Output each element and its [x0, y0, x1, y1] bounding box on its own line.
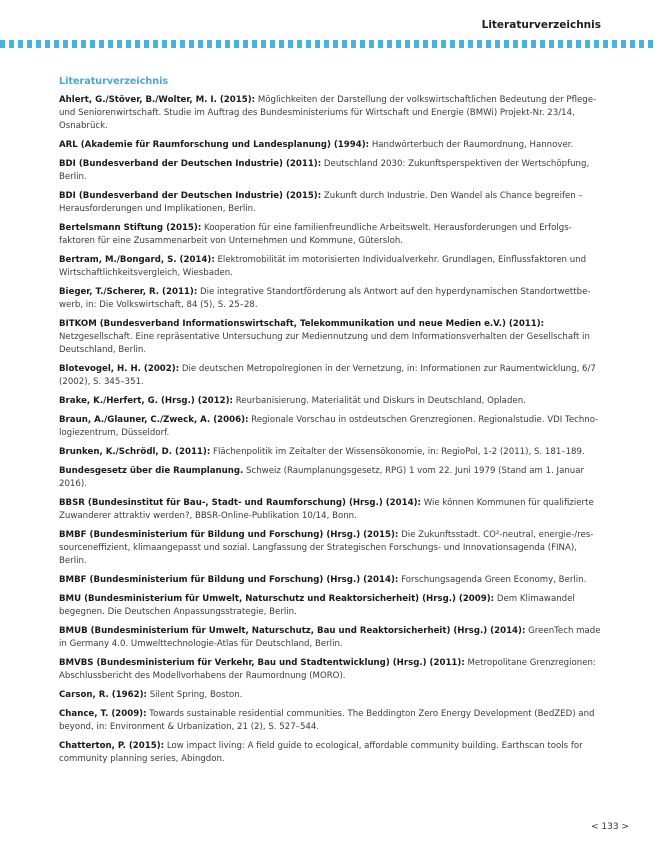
reference-author: Blotevogel, H. H. (2002):: [59, 364, 180, 374]
reference-author: Brake, K./Herfert, G. (Hrsg.) (2012):: [59, 396, 233, 406]
reference-author: ARL (Akademie für Raumforschung und Landesplanung) (1994):: [59, 140, 370, 150]
reference-author: Carson, R. (1962):: [59, 690, 147, 700]
reference-author: BMU (Bundesministerium für Umwelt, Naturschutz und Reaktorsicherheit) (Hrsg.) (2009):: [59, 594, 495, 604]
reference-text: Deutschland 2030: Zukunftsperspektiven der Wertschöpfung, Berlin.: [59, 159, 590, 182]
reference-author: Bieger, T./Scherer, R. (2011):: [59, 287, 198, 297]
reference-entry: [59, 222, 603, 248]
reference-entry: [59, 254, 603, 280]
reference-author: BDI (Bundesverband der Deutschen Industrie) (2011):: [59, 159, 322, 169]
reference-entry: [59, 740, 603, 766]
reference-entry: [59, 529, 603, 568]
reference-text: Handwörterbuch der Raumordnung, Hannover.: [369, 140, 574, 150]
page-number: < 133 >: [591, 822, 629, 832]
reference-text: Flächenpolitik im Zeitalter der Wissensökonomie, in: RegioPol, 1-2 (2011), S. 181–189.: [210, 447, 585, 457]
reference-list: [59, 94, 603, 766]
reference-entry: [59, 414, 603, 440]
reference-text: Dem Klimawandel begegnen. Die Deutschen Anpassungsstrategie, Berlin.: [59, 594, 575, 617]
reference-text: Elektromobilität im motorisierten Individualverkehr. Grundlagen, Einflussfaktoren und Wirtschaftlichkeitsvergleich, Wiesbaden.: [59, 255, 587, 278]
reference-entry: [59, 94, 603, 133]
running-header-title: Literaturverzeichnis: [481, 19, 601, 31]
reference-text: GreenTech made in Germany 4.0. Umwelttechnologie-Atlas für Deutschland, Berlin.: [59, 626, 601, 649]
reference-text: Towards sustainable residential communities. The Beddington Zero Energy Development (BedZED) and beyond, in: Environment & Urbanization, 21 (2), S. 527–544.: [59, 709, 595, 732]
reference-text: Silent Spring, Boston.: [146, 690, 243, 700]
reference-entry: [59, 689, 603, 702]
reference-entry: [59, 708, 603, 734]
reference-entry: [59, 593, 603, 619]
reference-text: Zukunft durch Industrie. Den Wandel als Chance begreifen – Herausforderungen und Implikationen, Berlin.: [59, 191, 583, 214]
reference-author: BBSR (Bundesinstitut für Bau-, Stadt- und Raumforschung) (Hrsg.) (2014):: [59, 498, 421, 508]
header-dashed-rule: [0, 40, 657, 48]
section-title: Literaturverzeichnis: [59, 76, 169, 87]
reference-text: Die integrative Standortförderung als Antwort auf den hyperdynamischen Standortwettbe-werb, in: Die Volkswirtschaft, 84 (5), S. 25–28.: [59, 287, 591, 310]
reference-entry: [59, 318, 603, 357]
reference-text: Regionale Vorschau in ostdeutschen Grenzregionen. Regionalstudie. VDI Techno-logiezentrum, Düsseldorf.: [59, 415, 599, 438]
reference-entry: [59, 158, 603, 184]
reference-author: Ahlert, G./Stöver, B./Wolter, M. I. (2015):: [59, 95, 256, 105]
reference-entry: [59, 574, 603, 587]
reference-text: Netzgesellschaft. Eine repräsentative Untersuchung zur Mediennutzung und dem Informationsverhalten der Gesellschaft in Deutschland, Berlin.: [59, 332, 590, 355]
reference-author: BDI (Bundesverband der Deutschen Industrie) (2015):: [59, 191, 322, 201]
reference-text: Wie können Kommunen für qualifizierte Zuwanderer attraktiv werden?, BBSR-Online-Publikation 10/14, Bonn.: [59, 498, 594, 521]
reference-author: Bertram, M./Bongard, S. (2014):: [59, 255, 215, 265]
reference-author: Bundesgesetz über die Raumplanung.: [59, 466, 244, 476]
reference-entry: [59, 497, 603, 523]
reference-entry: [59, 657, 603, 683]
reference-entry: [59, 446, 603, 459]
reference-text: Die Zukunftsstadt. CO²-neutral, energie-/res-sourceneffizient, klimaangepasst und sozial. Langfassung der Strategischen Forschungs- und Innovationsagenda (FINA), Berlin.: [59, 530, 594, 566]
reference-text: Reurbanisierung. Materialität und Diskurs in Deutschland, Opladen.: [232, 396, 526, 406]
reference-entry: [59, 625, 603, 651]
reference-text: Metropolitane Grenzregionen: Abschlussbericht des Modellvorhabens der Raumordnung (MORO).: [59, 658, 596, 681]
reference-entry: [59, 190, 603, 216]
reference-author: BMUB (Bundesministerium für Umwelt, Naturschutz, Bau und Reaktorsicherheit) (Hrsg.) (2014):: [59, 626, 526, 636]
reference-entry: [59, 395, 603, 408]
reference-text: Kooperation für eine familienfreundliche Arbeitswelt. Herausforderungen und Erfolgs-faktoren für eine Zusammenarbeit von Unternehmen und Kommune, Gütersloh.: [59, 223, 572, 246]
reference-author: Chance, T. (2009):: [59, 709, 147, 719]
reference-author: Chatterton, P. (2015):: [59, 741, 165, 751]
reference-entry: [59, 139, 603, 152]
reference-author: Bertelsmann Stiftung (2015):: [59, 223, 202, 233]
reference-entry: [59, 465, 603, 491]
reference-entry: [59, 363, 603, 389]
reference-author: BMBF (Bundesministerium für Bildung und Forschung) (Hrsg.) (2015):: [59, 530, 399, 540]
reference-text: Möglichkeiten der Darstellung der volkswirtschaftlichen Bedeutung der Pflege- und Seniorenwirtschaft. Studie im Auftrag des Bundesministeriums für Wirtschaft und Energie (BMWi) Projekt-Nr. 23/14, Osnabrück.: [59, 95, 597, 131]
reference-text: Die deutschen Metropolregionen in der Vernetzung, in: Informationen zur Raumentwicklung, 6/7 (2002), S. 345–351.: [59, 364, 596, 387]
reference-text: Low impact living: A field guide to ecological, affordable community building. Earthscan tools for community planning series, Abingdon.: [59, 741, 583, 764]
reference-author: BITKOM (Bundesverband Informationswirtschaft, Telekommunikation und neue Medien e.V.) (2011):: [59, 319, 545, 329]
reference-entry: [59, 286, 603, 312]
reference-author: Braun, A./Glauner, C./Zweck, A. (2006):: [59, 415, 249, 425]
reference-text: Forschungsagenda Green Economy, Berlin.: [398, 575, 587, 585]
reference-author: Brunken, K./Schrödl, D. (2011):: [59, 447, 211, 457]
reference-text: Schweiz (Raumplanungsgesetz, RPG) 1 vom 22. Juni 1979 (Stand am 1. Januar 2016).: [59, 466, 585, 489]
reference-author: BMBF (Bundesministerium für Bildung und Forschung) (Hrsg.) (2014):: [59, 575, 399, 585]
reference-author: BMVBS (Bundesministerium für Verkehr, Bau und Stadtentwicklung) (Hrsg.) (2011):: [59, 658, 465, 668]
bibliography: [59, 76, 603, 772]
